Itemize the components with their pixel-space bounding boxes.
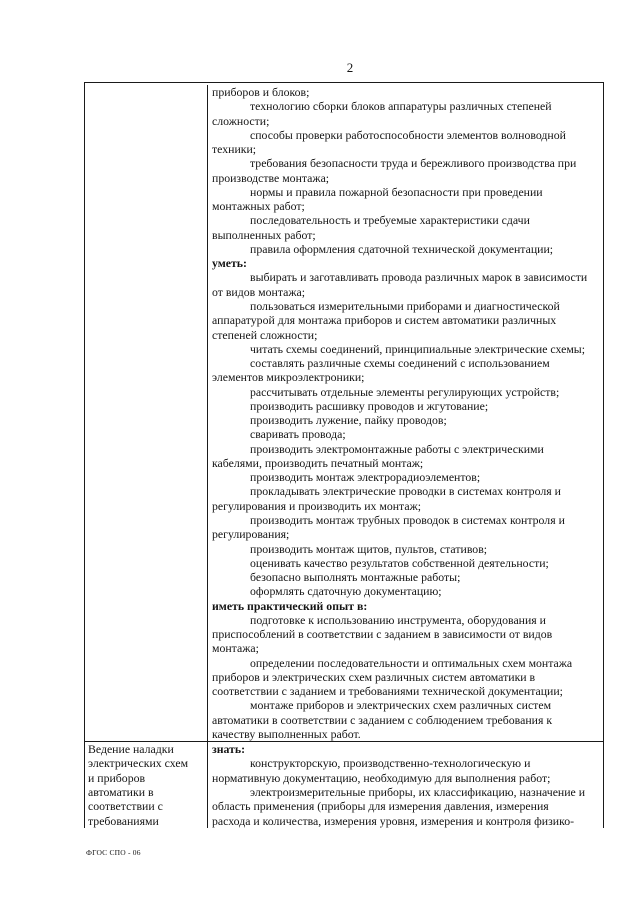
list-item-line: производить монтаж трубных проводок в системах контроля и [250,512,565,527]
list-item-line: оценивать качество результатов собственной деятельности; [250,555,549,570]
list-item-line: приспособлений в соответствии с заданием в зависимости от видов [212,627,553,642]
list-item-line: монтажа; [212,641,259,656]
list-item-line: прокладывать электрические проводки в системах контроля и [250,484,561,499]
table-row [84,82,604,741]
list-item-line: составлять различные схемы соединений с использованием [250,356,550,371]
section-heading: знать: [212,742,246,757]
list-item-line: подготовке к использованию инструмента, оборудования и [250,612,546,627]
section-title-cell [85,85,208,741]
list-item-line: технологию сборки блоков аппаратуры различных степеней [250,99,552,114]
list-item-line: рассчитывать отдельные элементы регулирующих устройств; [250,384,560,399]
competency-table [84,82,604,828]
list-item-line: от видов монтажа; [212,284,306,299]
section-heading: иметь практический опыт в: [212,598,368,613]
table-row [84,741,604,828]
section-title-line: электрических схем [88,756,189,771]
list-item-line: аппаратурой для монтажа приборов и систем автоматики различных [212,313,557,328]
list-item-line: качеству выполненных работ. [212,726,361,741]
list-item-line: нормы и правила пожарной безопасности при проведении [250,184,543,199]
section-heading: уметь: [212,256,247,271]
list-item-line: производстве монтажа; [212,170,330,185]
list-item-line: степеней сложности; [212,327,318,342]
list-item-line: кабелями, производить печатный монтаж; [212,455,424,470]
list-item-line: последовательность и требуемые характеристики сдачи [250,213,530,228]
section-content-cell [208,85,603,741]
section-content-cell [208,742,603,828]
list-item-line: техники; [212,142,257,157]
list-item-line: производить монтаж электрорадиоэлементов; [250,470,481,485]
list-item-line: производить электромонтажные работы с электрическими [250,441,544,456]
list-item-line: пользоваться измерительными приборами и диагностической [250,298,560,313]
list-item-line: область применения (приборы для измерения давления, измерения [212,799,549,814]
list-item-line: сложности; [212,113,270,128]
list-item-line: монтажных работ; [212,199,305,214]
list-item-line: расхода и количества, измерения уровня, измерения и контроля физико- [212,813,575,828]
list-item-line: определении последовательности и оптимальных схем монтажа [250,655,573,670]
footer-document-code: ФГОС СПО - 06 [86,848,141,857]
list-item-line: правила оформления сдаточной технической документации; [250,241,554,256]
list-item-line: читать схемы соединений, принципиальные электрические схемы; [250,341,585,356]
continuation-line: приборов и блоков; [212,85,310,99]
list-item-line: элементов микроэлектроники; [212,370,365,385]
section-title-line: и приборов [88,770,146,785]
list-item-line: регулирования; [212,527,290,542]
list-item-line: регулирования и производить их монтаж; [212,498,421,513]
list-item-line: соответствии с заданием и требованиями технической документации; [212,684,563,699]
list-item-line: электроизмерительные приборы, их классификацию, назначение и [250,785,586,800]
list-item-line: конструкторскую, производственно-технологическую и [250,756,531,771]
list-item-line: производить лужение, пайку проводов; [250,413,447,428]
list-item-line: требования безопасности труда и бережливого производства при [250,156,577,171]
list-item-line: производить расшивку проводов и жгутование; [250,398,489,413]
section-title-line: автоматики в [88,785,154,800]
list-item-line: оформлять сдаточную документацию; [250,584,442,599]
page-number: 2 [346,60,354,75]
list-item-line: монтаже приборов и электрических схем различных систем [250,698,552,713]
list-item-line: сваривать провода; [250,427,346,442]
list-item-line: производить монтаж щитов, пультов, стативов; [250,541,488,556]
list-item-line: выполненных работ; [212,227,316,242]
list-item-line: приборов и электрических схем различных систем автоматики в [212,669,536,684]
list-item-line: способы проверки работоспособности элементов волноводной [250,127,566,142]
list-item-line: нормативную документацию, необходимую для выполнения работ; [212,770,551,785]
list-item-line: выбирать и заготавливать провода различных марок в зависимости [250,270,588,285]
section-title-line: Ведение наладки [88,742,174,757]
section-title-cell [85,742,208,828]
list-item-line: автоматики в соответствии с заданием с соблюдением требования к [212,712,553,727]
section-title-line: требованиями [88,813,159,828]
list-item-line: безопасно выполнять монтажные работы; [250,570,461,585]
section-title-line: соответствии с [88,799,163,814]
